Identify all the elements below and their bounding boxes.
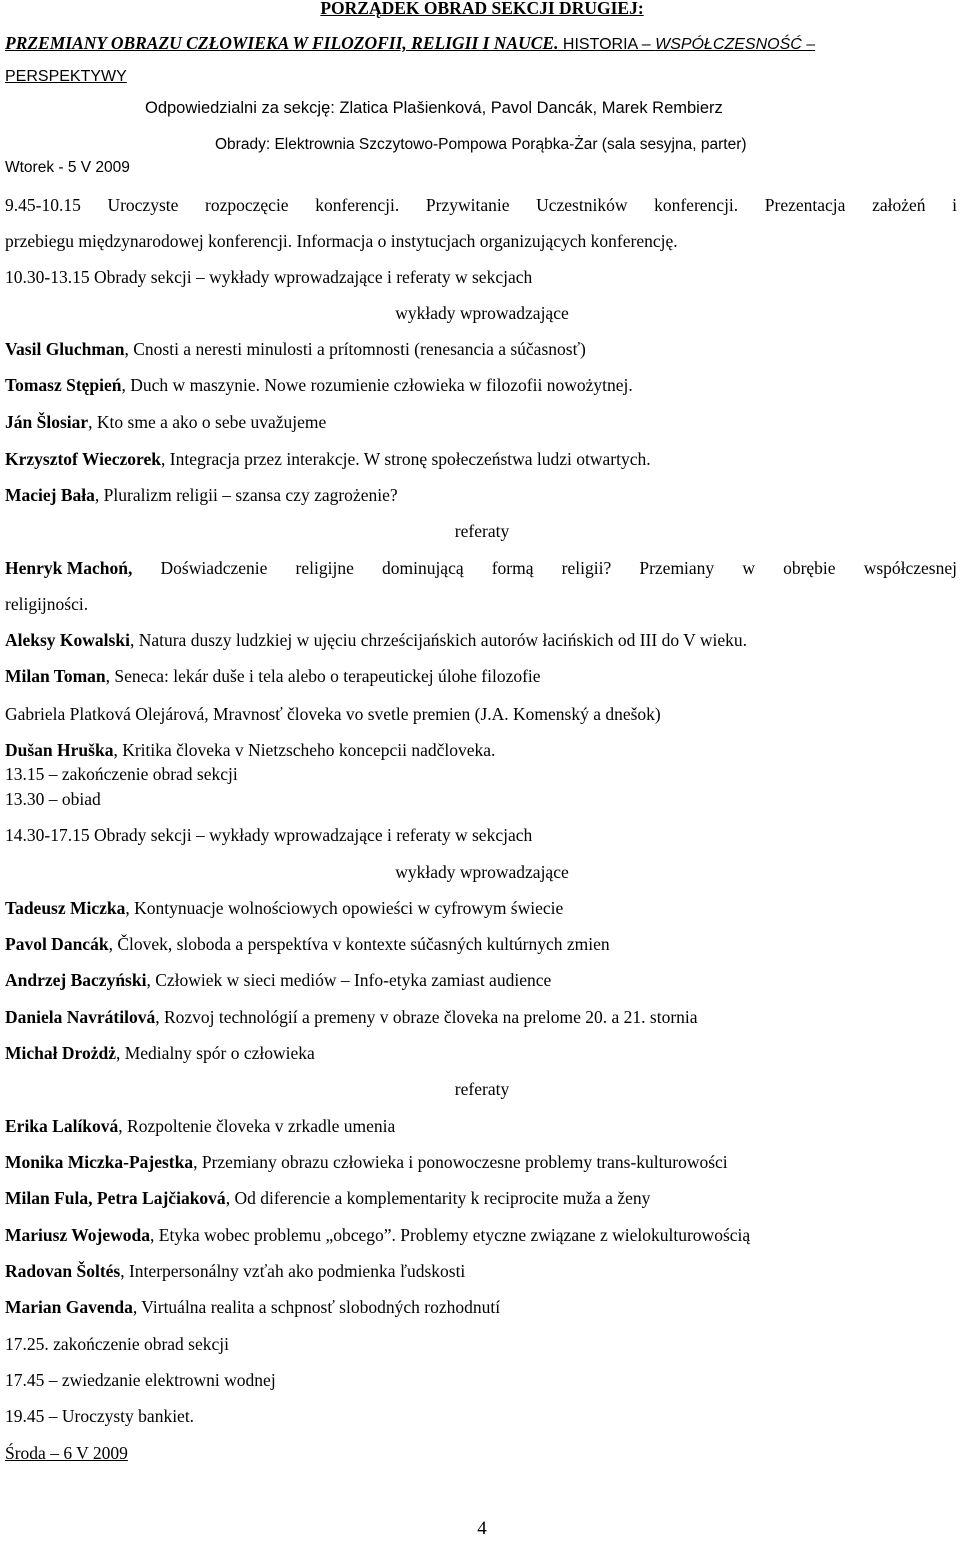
venue-info: Obrady: Elektrownia Szczytowo-Pompowa Porąbka-Żar (sala sesyjna, parter) <box>215 136 747 153</box>
speaker-name: Tomasz Stępień <box>5 375 122 395</box>
program-item <box>5 484 398 506</box>
speaker-name: Henryk Machoń, <box>5 558 133 578</box>
speaker-name: Erika Lalíková <box>5 1116 119 1136</box>
day-heading: Wtorek - 5 V 2009 <box>5 159 130 176</box>
next-day-heading: Środa – 6 V 2009 <box>5 1443 128 1463</box>
speaker-name: Aleksy Kowalski <box>5 630 130 650</box>
speaker-name: Krzysztof Wieczorek <box>5 449 161 469</box>
opening-word: rozpoczęcie <box>205 195 289 215</box>
talk-title: , Cnosti a neresti minulosti a prítomnosti (renesancia a súčasnosť) <box>124 339 586 359</box>
opening-word: Prezentacja <box>764 195 846 215</box>
opening-line-2: przebiegu międzynarodowej konferencji. Informacja o instytucjach organizujących konferencję. <box>5 231 678 251</box>
program-item <box>5 1006 698 1028</box>
program-item <box>5 1260 465 1282</box>
talk-title: , Medialny spór o człowieka <box>115 1043 315 1063</box>
talk-title: , Rozpoltenie človeka v zrkadle umenia <box>118 1116 396 1136</box>
program-item-justified <box>5 557 957 579</box>
speaker-name: Tadeusz Miczka <box>5 898 126 918</box>
talk-title: , Etyka wobec problemu „obcego”. Problemy etyczne związane z wielokulturowością <box>150 1225 751 1245</box>
talk-title: , Seneca: lekár duše i tela alebo o terapeutickej úlohe filozofie <box>105 666 541 686</box>
speaker-name: Radovan Šoltés <box>5 1261 121 1281</box>
speaker-name: Michał Drożdż <box>5 1043 116 1063</box>
program-item <box>5 897 563 919</box>
talk-title: , Kontynuacje wolnościowych opowieści w cyfrowym świecie <box>125 898 564 918</box>
talk-title: , Interpersonálny vzťah ako podmienka ľudskosti <box>120 1261 466 1281</box>
talk-word: formą <box>491 558 534 578</box>
speaker-name: Ján Šlosiar <box>5 412 89 432</box>
afternoon-lectures-heading: wykłady wprowadzające <box>395 862 569 882</box>
talk-title: , Człowiek w sieci mediów – Info-etyka zamiast audience <box>146 970 552 990</box>
talk-title-continuation: religijności. <box>5 594 89 614</box>
afternoon-session-heading: 14.30-17.15 Obrady sekcji – wykłady wprowadzające i referaty w sekcjach <box>5 825 533 845</box>
talk-title: Gabriela Platková Olejárová, Mravnosť človeka vo svetle premien (J.A. Komenský a dnešok) <box>5 704 661 724</box>
talk-title: , Rozvoj technológií a premeny v obraze človeka na prelome 20. a 21. stornia <box>155 1007 698 1027</box>
program-item <box>5 411 326 433</box>
opening-word: i <box>952 195 957 215</box>
program-item <box>5 1187 650 1209</box>
speaker-name: Milan Fula, Petra Lajčiaková <box>5 1188 226 1208</box>
section-subtitle-line2: PERSPEKTYWY <box>5 68 127 85</box>
speaker-name: Milan Toman <box>5 666 106 686</box>
speaker-name: Vasil Gluchman <box>5 339 125 359</box>
speaker-name: Monika Miczka-Pajestka <box>5 1152 194 1172</box>
tour: 17.45 – zwiedzanie elektrowni wodnej <box>5 1370 276 1390</box>
morning-papers-heading: referaty <box>454 521 510 541</box>
program-item <box>5 448 651 470</box>
afternoon-end: 17.25. zakończenie obrad sekcji <box>5 1334 230 1354</box>
subtitle-italic-part-2: WSPÓŁCZESNOŚĆ – <box>655 36 816 53</box>
talk-word: religii? <box>561 558 612 578</box>
opening-line-1 <box>5 194 957 216</box>
talk-word: Doświadczenie <box>160 558 268 578</box>
program-item <box>5 1042 315 1064</box>
subtitle-italic-part: PRZEMIANY OBRAZU CZŁOWIEKA W FILOZOFII, RELIGII I NAUCE. <box>5 33 559 53</box>
talk-title: , Od diferencie a komplementarity k reciprocite muža a ženy <box>225 1188 651 1208</box>
program-item <box>5 1115 395 1137</box>
program-item <box>5 739 495 761</box>
opening-word: Przywitanie <box>425 195 510 215</box>
talk-title: , Natura duszy ludzkiej w ujęciu chrześcijańskich autorów łacińskich od III do V wieku. <box>129 630 747 650</box>
opening-word: konferencji. <box>315 195 400 215</box>
morning-session-heading: 10.30-13.15 Obrady sekcji – wykłady wprowadzające i referaty w sekcjach <box>5 267 533 287</box>
talk-title: , Przemiany obrazu człowieka i ponowoczesne problemy trans-kulturowości <box>193 1152 728 1172</box>
opening-word: Uczestników <box>536 195 628 215</box>
morning-end: 13.15 – zakończenie obrad sekcji <box>5 764 238 784</box>
speaker-name: Marian Gavenda <box>5 1297 133 1317</box>
opening-word: założeń <box>872 195 926 215</box>
program-item <box>5 629 747 651</box>
speaker-name: Pavol Dancák <box>5 934 109 954</box>
speaker-name: Daniela Navrátilová <box>5 1007 156 1027</box>
talk-title: , Virtuálna realita a schpnosť slobodných rozhodnutí <box>132 1297 501 1317</box>
talk-title: , Pluralizm religii – szansa czy zagrożenie? <box>94 485 398 505</box>
talk-word: współczesnej <box>863 558 957 578</box>
talk-title: , Človek, sloboda a perspektíva v kontexte súčasných kultúrnych zmien <box>108 934 610 954</box>
talk-word: w <box>742 558 755 578</box>
talk-word: dominującą <box>381 558 464 578</box>
program-item <box>5 374 633 396</box>
program-item <box>5 338 586 360</box>
afternoon-papers-heading: referaty <box>454 1079 510 1099</box>
section-subtitle <box>5 32 815 56</box>
talk-title: , Kritika človeka v Nietzscheho koncepcii nadčloveka. <box>113 740 496 760</box>
program-item <box>5 1296 500 1318</box>
morning-lectures-heading: wykłady wprowadzające <box>395 303 569 323</box>
program-item <box>5 703 661 725</box>
speaker-name: Dušan Hruška <box>5 740 114 760</box>
program-item <box>5 1224 750 1246</box>
speaker-name: Maciej Bała <box>5 485 95 505</box>
talk-title: , Kto sme a ako o sebe uvažujeme <box>88 412 327 432</box>
program-item <box>5 969 551 991</box>
page-number: 4 <box>477 1518 487 1539</box>
talk-word: religijne <box>295 558 354 578</box>
subtitle-plain-part: HISTORIA – <box>558 36 656 53</box>
opening-word: 9.45-10.15 <box>5 195 81 215</box>
talk-word: Przemiany <box>639 558 715 578</box>
lunch: 13.30 – obiad <box>5 789 101 809</box>
talk-title: , Duch w maszynie. Nowe rozumienie człowieka w filozofii nowożytnej. <box>121 375 633 395</box>
opening-word: konferencji. <box>654 195 739 215</box>
talk-word: obrębie <box>783 558 836 578</box>
speaker-name: Andrzej Baczyński <box>5 970 147 990</box>
banquet: 19.45 – Uroczysty bankiet. <box>5 1406 195 1426</box>
program-item <box>5 1151 728 1173</box>
opening-word: Uroczyste <box>107 195 179 215</box>
section-title: PORZĄDEK OBRAD SEKCJI DRUGIEJ: <box>320 0 644 18</box>
responsible-persons: Odpowiedzialni za sekcję: Zlatica Plašienková, Pavol Dancák, Marek Rembierz <box>145 99 723 117</box>
speaker-name: Mariusz Wojewoda <box>5 1225 151 1245</box>
talk-title: , Integracja przez interakcje. W stronę społeczeństwa ludzi otwartych. <box>161 449 651 469</box>
program-item <box>5 933 610 955</box>
program-item <box>5 665 541 687</box>
